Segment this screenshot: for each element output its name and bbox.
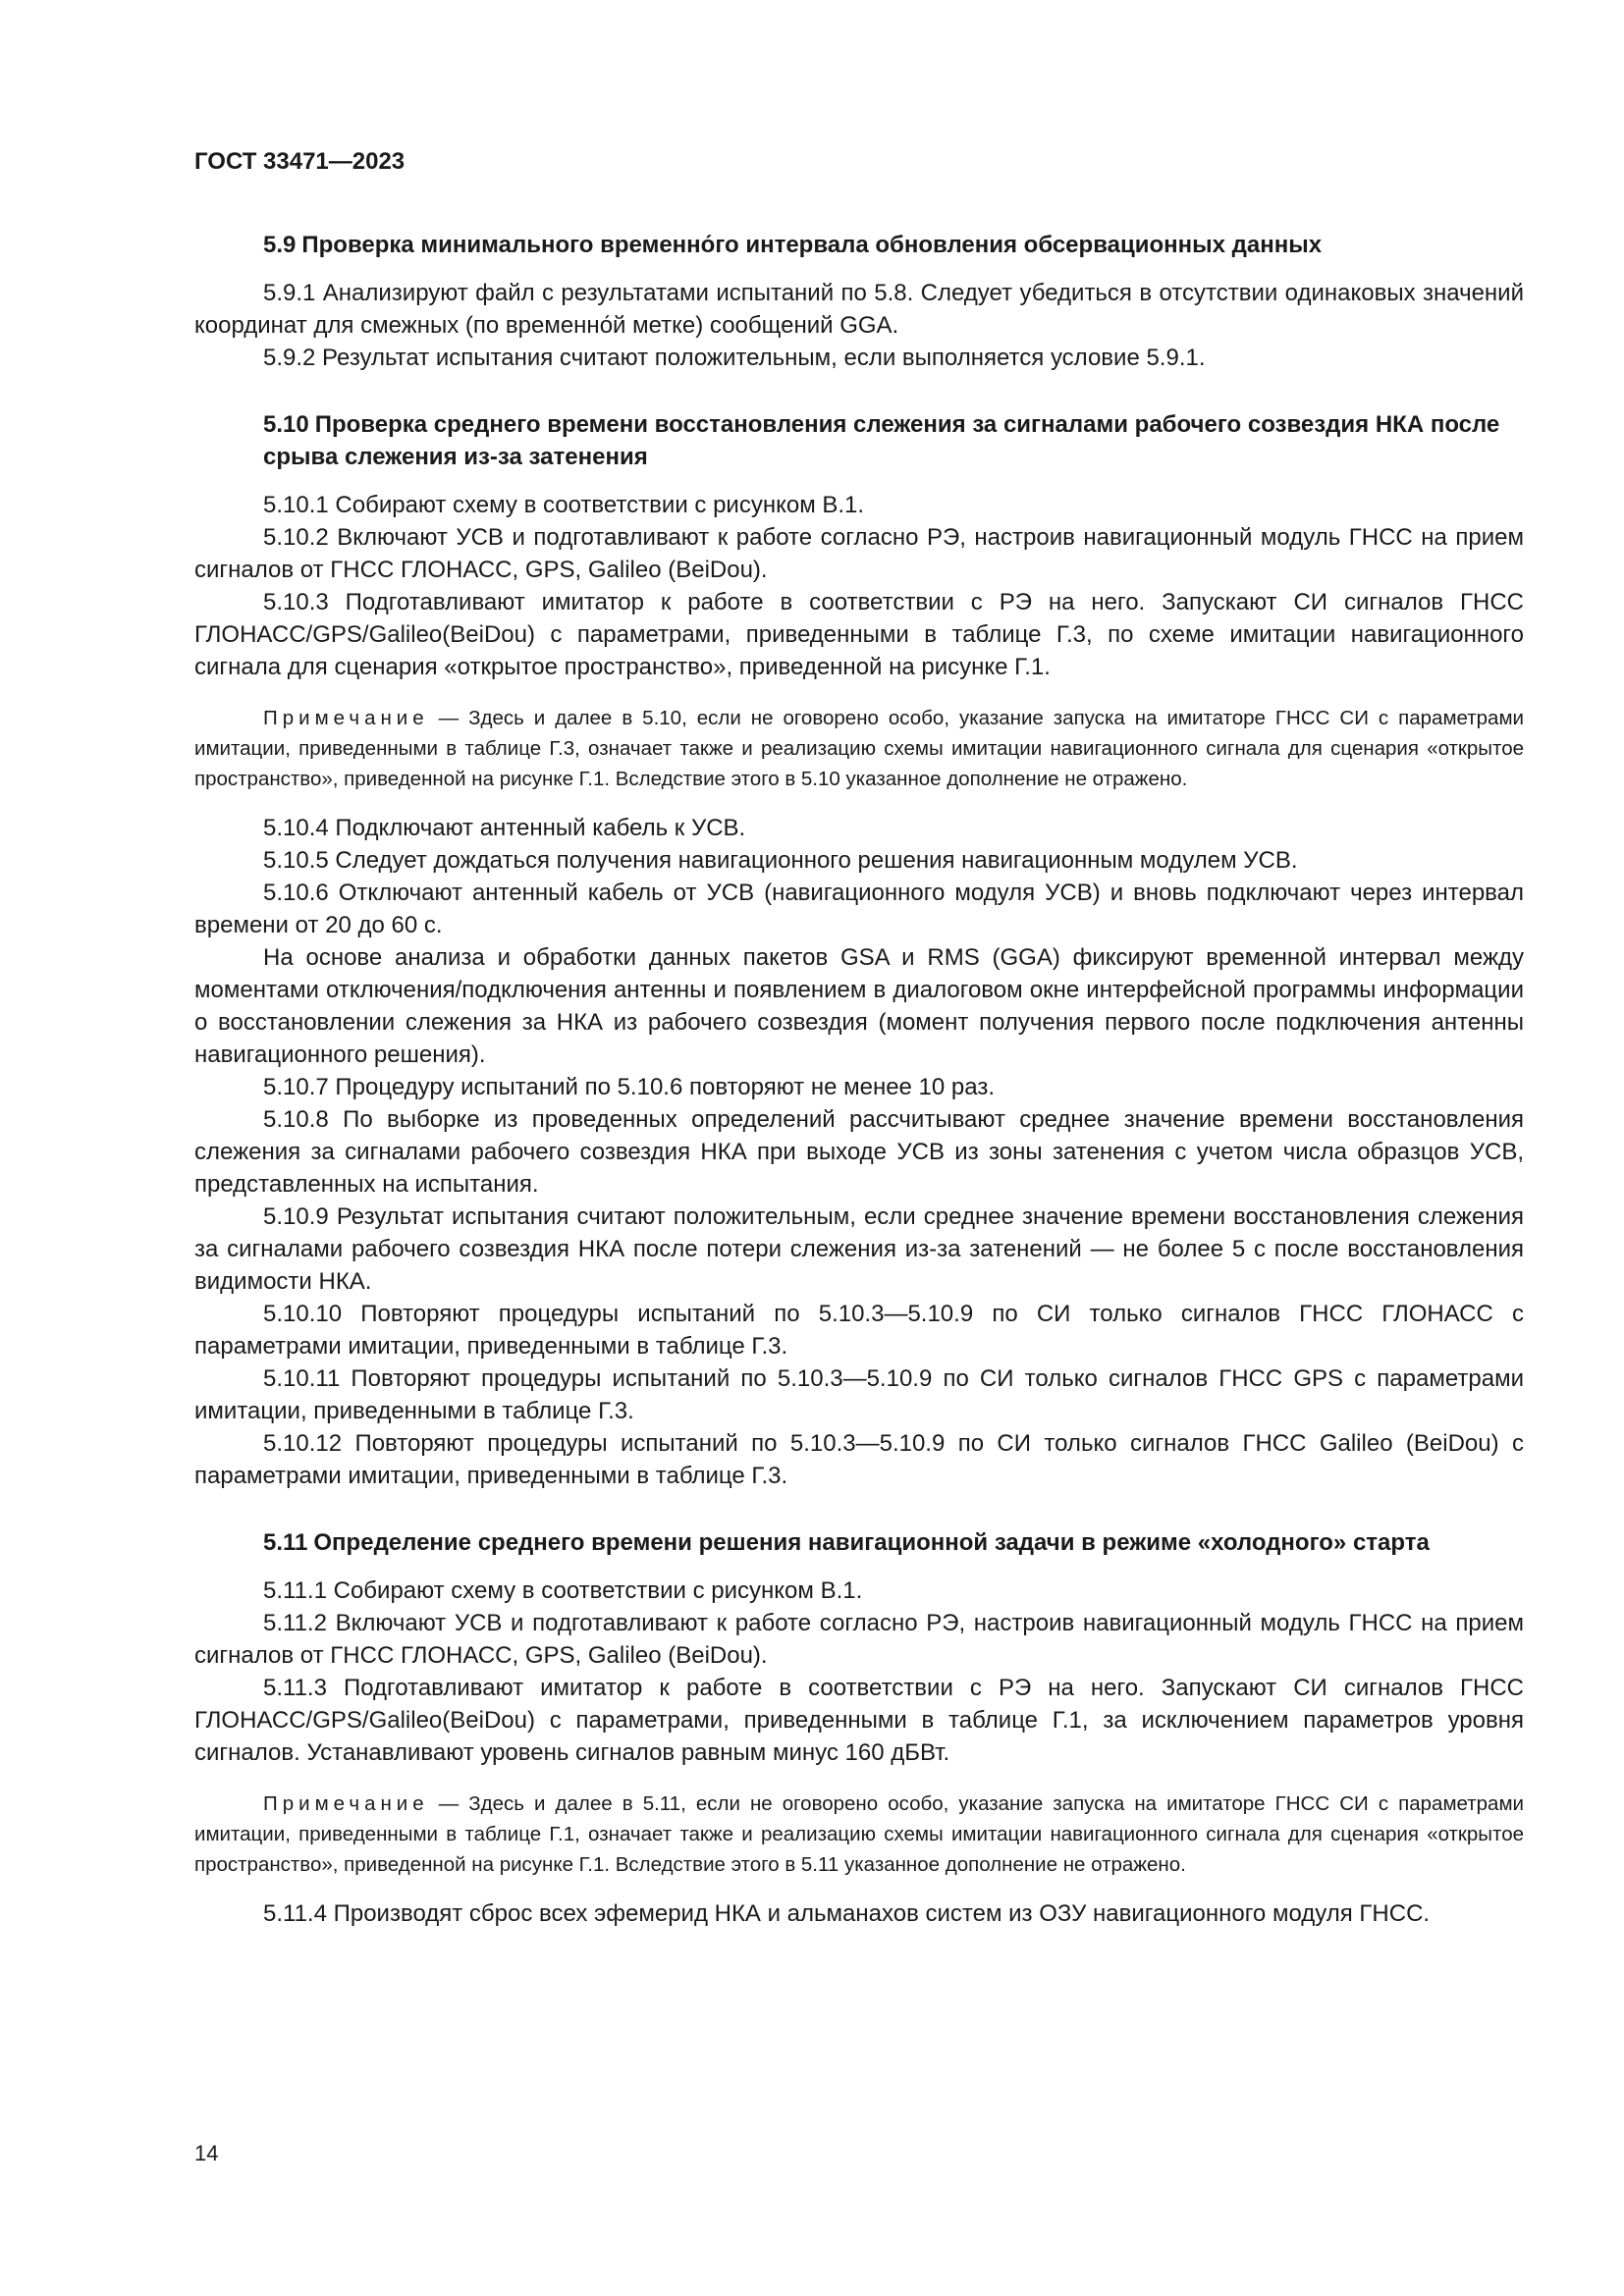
paragraph: 5.11.3 Подготавливают имитатор к работе в соответствии с РЭ на него. Запускают СИ сигналов ГНСС ГЛОНАСС/GPS/Galileo(BeiDou) с параметрами, приведенными в таблице Г.1, за исключением параметров уровня сигналов. Устанавливают уровень сигналов равным минус 160 дБВт.	[194, 1675, 1524, 1766]
document-page	[194, 147, 1524, 1930]
section-title	[263, 229, 1524, 261]
paragraph: 5.10.8 По выборке из проведенных определений рассчитывают среднее значение времени восстановления слежения за сигналами рабочего созвездия НКА при выходе УСВ из зоны затенения с учетом числа образцов УСВ, представленных на испытания.	[194, 1106, 1524, 1198]
section-title	[263, 408, 1524, 473]
paragraph: 5.11.1 Собирают схему в соответствии с рисунком В.1.	[263, 1577, 863, 1604]
paragraph: 5.10.5 Следует дождаться получения навигационного решения навигационным модулем УСВ.	[263, 847, 1298, 874]
note	[194, 703, 1524, 794]
paragraph: 5.10.7 Процедуру испытаний по 5.10.6 повторяют не менее 10 раз.	[263, 1074, 996, 1100]
document-body	[194, 229, 1524, 1930]
paragraph: 5.9.2 Результат испытания считают положительным, если выполняется условие 5.9.1.	[263, 345, 1206, 371]
paragraph: 5.10.2 Включают УСВ и подготавливают к работе согласно РЭ, настроив навигационный модуль ГНСС на прием сигналов от ГНСС ГЛОНАСС, GPS, Galileo (BeiDou).	[194, 524, 1524, 583]
section-number: 5.10	[263, 411, 309, 438]
note-label: Примечание	[263, 707, 429, 729]
note-text: Здесь и далее в 5.10, если не оговорено особо, указание запуска на имитаторе ГНСС СИ с параметрами имитации, приведенными в таблице Г.3, означает также и реализацию схемы имитации навигационного сигнала для сценария «открытое пространство», приведенной на рисунке Г.1. Вследствие этого в 5.10 указанное дополнение не отражено.	[194, 707, 1524, 790]
page-number: 14	[194, 2141, 219, 2165]
section-5-10	[194, 408, 1524, 1492]
section-title-text: Проверка минимального временно́го интервала обновления обсервационных данных	[301, 232, 1323, 258]
document-code-header: ГОСТ 33471—2023	[194, 148, 406, 175]
paragraph: 5.10.10 Повторяют процедуры испытаний по 5.10.3—5.10.9 по СИ только сигналов ГНСС ГЛОНАСС с параметрами имитации, приведенными в таблице Г.3.	[194, 1301, 1524, 1360]
note	[194, 1789, 1524, 1880]
note-label: Примечание	[263, 1792, 429, 1815]
paragraph: 5.10.9 Результат испытания считают положительным, если среднее значение времени восстановления слежения за сигналами рабочего созвездия НКА после потери слежения из-за затенений — не более 5 с после восстановления видимости НКА.	[194, 1203, 1524, 1295]
section-title	[263, 1526, 1524, 1559]
paragraph: 5.10.4 Подключают антенный кабель к УСВ.	[263, 815, 746, 841]
section-title-text: Проверка среднего времени восстановления слежения за сигналами рабочего созвездия НКА после срыва слежения из-за затенения	[263, 411, 1500, 470]
note-dash: —	[428, 707, 469, 729]
paragraph: 5.10.6 Отключают антенный кабель от УСВ (навигационного модуля УСВ) и вновь подключают через интервал времени от 20 до 60 с.	[194, 880, 1524, 938]
section-title-text: Определение среднего времени решения навигационной задачи в режиме «холодного» старта	[313, 1529, 1430, 1556]
paragraph: 5.10.12 Повторяют процедуры испытаний по 5.10.3—5.10.9 по СИ только сигналов ГНСС Galileo (BeiDou) с параметрами имитации, приведенными в таблице Г.3.	[194, 1430, 1524, 1489]
paragraph: 5.11.2 Включают УСВ и подготавливают к работе согласно РЭ, настроив навигационный модуль ГНСС на прием сигналов от ГНСС ГЛОНАСС, GPS, Galileo (BeiDou).	[194, 1610, 1524, 1669]
note-text: Здесь и далее в 5.11, если не оговорено особо, указание запуска на имитаторе ГНСС СИ с параметрами имитации, приведенными в таблице Г.1, означает также и реализацию схемы имитации навигационного сигнала для сценария «открытое пространство», приведенной на рисунке Г.1. Вследствие этого в 5.11 указанное дополнение не отражено.	[194, 1792, 1524, 1876]
paragraph: 5.10.3 Подготавливают имитатор к работе в соответствии с РЭ на него. Запускают СИ сигналов ГНСС ГЛОНАСС/GPS/Galileo(BeiDou) с параметрами, приведенными в таблице Г.3, по схеме имитации навигационного сигнала для сценария «открытое пространство», приведенной на рисунке Г.1.	[194, 589, 1524, 680]
section-number: 5.11	[263, 1529, 308, 1556]
section-number: 5.9	[263, 232, 297, 258]
paragraph: 5.11.4 Производят сброс всех эфемерид НКА и альманахов систем из ОЗУ навигационного модуля ГНСС.	[263, 1900, 1431, 1927]
paragraph: 5.10.11 Повторяют процедуры испытаний по 5.10.3—5.10.9 по СИ только сигналов ГНСС GPS с параметрами имитации, приведенными в таблице Г.3.	[194, 1365, 1524, 1424]
paragraph: 5.9.1 Анализируют файл с результатами испытаний по 5.8. Следует убедиться в отсутствии одинаковых значений координат для смежных (по временно́й метке) сообщений GGA.	[194, 280, 1524, 339]
section-5-9	[194, 229, 1524, 374]
note-dash: —	[428, 1792, 469, 1815]
paragraph: 5.10.1 Собирают схему в соответствии с рисунком В.1.	[263, 492, 865, 518]
section-5-11	[194, 1526, 1524, 1930]
paragraph: На основе анализа и обработки данных пакетов GSA и RMS (GGA) фиксируют временной интервал между моментами отключения/подключения антенны и появлением в диалоговом окне интерфейсной программы информации о восстановлении слежения за НКА из рабочего созвездия (момент получения первого после подключения антенны навигационного решения).	[194, 944, 1524, 1068]
